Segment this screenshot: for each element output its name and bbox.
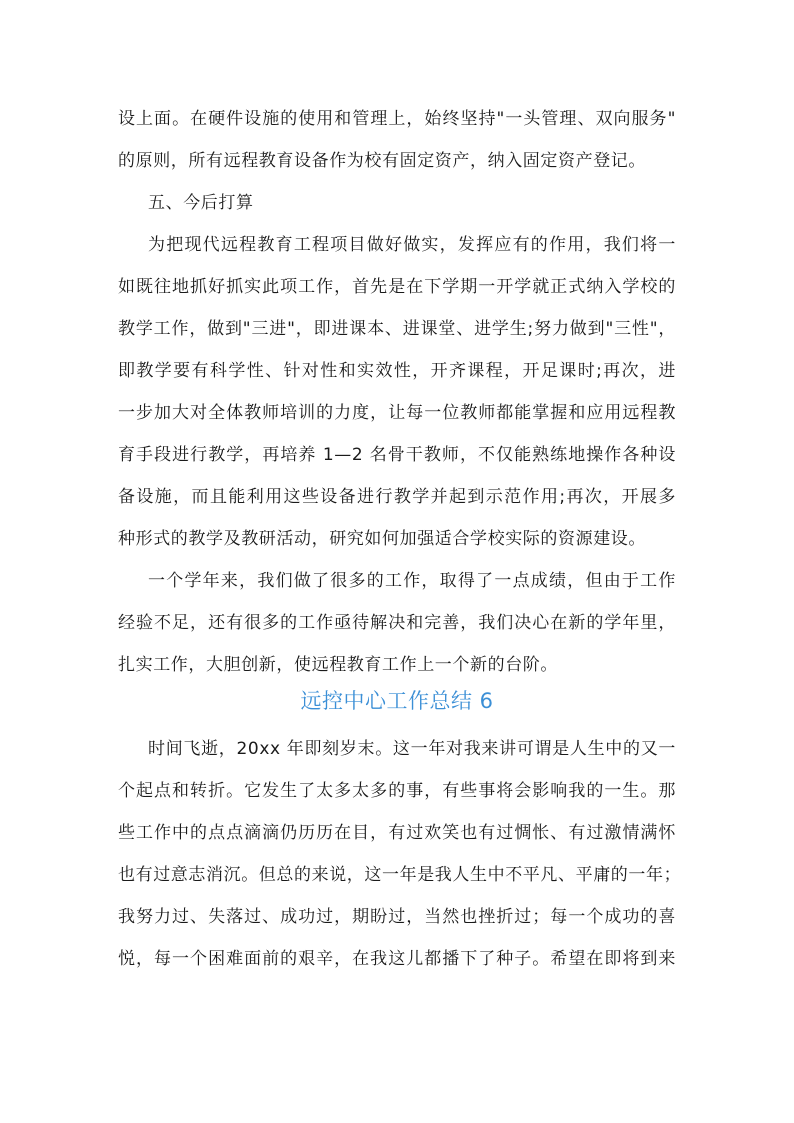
- paragraph-line: 种形式的教学及教研活动，研究如何加强适合学校实际的资源建设。: [118, 529, 646, 549]
- paragraph-line: 经验不足，还有很多的工作亟待解决和完善，我们决心在新的学年里，: [118, 613, 676, 633]
- paragraph-line: 教学工作，做到"三进"，即进课本、进课堂、进学生;努力做到"三性"，: [118, 319, 676, 339]
- section-heading: 五、今后打算: [148, 193, 254, 213]
- paragraph-line: 悦，每一个困难面前的艰辛，在我这儿都播下了种子。希望在即将到来: [118, 949, 676, 969]
- paragraph-line: 也有过意志消沉。但总的来说，这一年是我人生中不平凡、平庸的一年；: [118, 865, 682, 885]
- paragraph-line: 即教学要有科学性、针对性和实效性，开齐课程，开足课时;再次，进: [118, 361, 676, 381]
- paragraph-line: 一步加大对全体教师培训的力度，让每一位教师都能掌握和应用远程教: [118, 403, 676, 423]
- paragraph-line: 设上面。在硬件设施的使用和管理上，始终坚持"一头管理、双向服务": [118, 109, 676, 129]
- paragraph-line: 时间飞逝，20xx 年即刻岁末。这一年对我来讲可谓是人生中的又一: [148, 739, 676, 759]
- summary-title: 远控中心工作总结 6: [300, 689, 494, 713]
- paragraph-line: 育手段进行教学，再培养 1—2 名骨干教师，不仅能熟练地操作各种设: [118, 445, 676, 465]
- paragraph-line: 个起点和转折。它发生了太多太多的事，有些事将会影响我的一生。那: [118, 781, 676, 801]
- paragraph-line: 扎实工作，大胆创新，使远程教育工作上一个新的台阶。: [118, 655, 558, 675]
- paragraph-line: 备设施，而且能利用这些设备进行教学并起到示范作用;再次，开展多: [118, 487, 676, 507]
- paragraph-line: 我努力过、失落过、成功过，期盼过，当然也挫折过；每一个成功的喜: [118, 907, 676, 927]
- paragraph-line: 为把现代远程教育工程项目做好做实，发挥应有的作用，我们将一: [148, 235, 676, 255]
- paragraph-line: 如既往地抓好抓实此项工作，首先是在下学期一开学就正式纳入学校的: [118, 277, 676, 297]
- paragraph-line: 的原则，所有远程教育设备作为校有固定资产，纳入固定资产登记。: [118, 151, 646, 171]
- paragraph-line: 一个学年来，我们做了很多的工作，取得了一点成绩，但由于工作: [148, 571, 676, 591]
- paragraph-line: 些工作中的点点滴滴仍历历在目，有过欢笑也有过惆怅、有过激情满怀: [118, 823, 676, 843]
